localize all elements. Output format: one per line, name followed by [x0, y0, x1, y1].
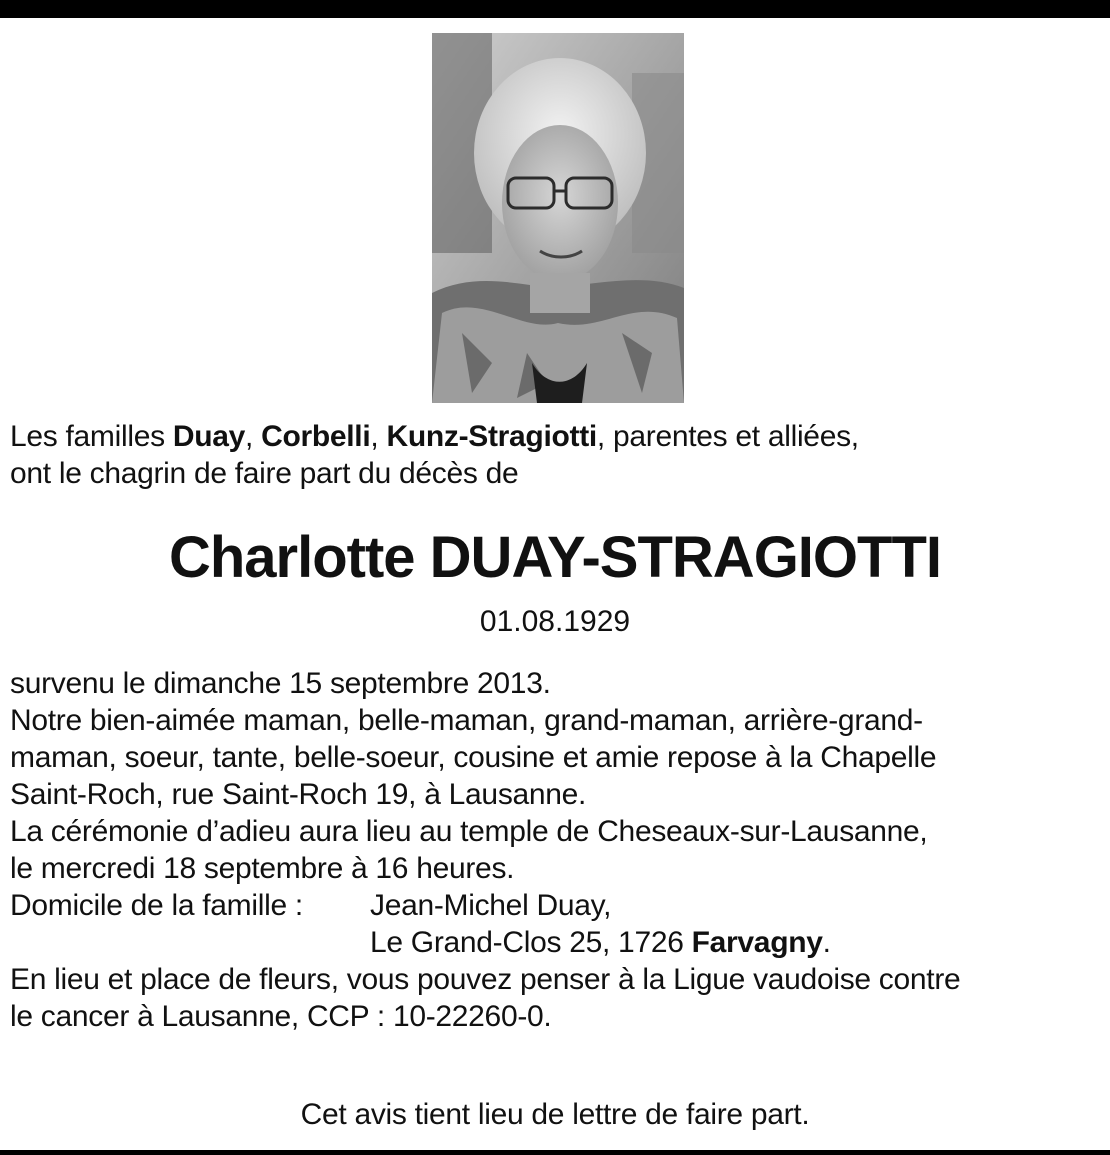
- body-line-6: le mercredi 18 septembre à 16 heures.: [10, 852, 515, 885]
- domicile-contact: Jean-Michel Duay,: [370, 889, 612, 922]
- domicile-address: Le Grand-Clos 25, 1726 Farvagny.: [370, 926, 831, 959]
- closing-statement: Cet avis tient lieu de lettre de faire part.: [300, 1098, 810, 1131]
- portrait-photo: [432, 33, 684, 403]
- family-name-duay: Duay: [172, 420, 246, 453]
- intro-paragraph: [10, 418, 1100, 492]
- intro-line-announcement: ont le chagrin de faire part du décès de: [10, 457, 519, 490]
- body-line-3: maman, soeur, tante, belle-soeur, cousine et amie repose à la Chapelle: [10, 741, 937, 774]
- donation-line-2: le cancer à Lausanne, CCP : 10-22260-0.: [10, 1000, 552, 1033]
- family-name-corbelli: Corbelli: [261, 420, 371, 453]
- address-city: Farvagny: [691, 926, 823, 959]
- deceased-name: Charlotte DUAY-STRAGIOTTI: [168, 525, 942, 590]
- donation-line-1: En lieu et place de fleurs, vous pouvez penser à la Ligue vaudoise contre: [10, 963, 961, 996]
- intro-line-families: Les familles Duay, Corbelli, Kunz-Stragiotti, parentes et alliées,: [10, 420, 859, 453]
- birth-date: 01.08.1929: [479, 605, 631, 638]
- family-name-kunz-stragiotti: Kunz-Stragiotti: [386, 420, 597, 453]
- top-border-rule: [0, 0, 1110, 18]
- domicile-line: [10, 887, 1100, 924]
- body-line-5: La cérémonie d’adieu aura lieu au temple de Cheseaux-sur-Lausanne,: [10, 815, 928, 848]
- body-line-2: Notre bien-aimée maman, belle-maman, grand-maman, arrière-grand-: [10, 704, 923, 737]
- bottom-border-rule: [0, 1150, 1110, 1155]
- domicile-label: Domicile de la famille :: [10, 889, 303, 922]
- body-line-4: Saint-Roch, rue Saint-Roch 19, à Lausanne.: [10, 778, 587, 811]
- body-line-1: survenu le dimanche 15 septembre 2013.: [10, 667, 551, 700]
- notice-body: [10, 665, 1100, 1035]
